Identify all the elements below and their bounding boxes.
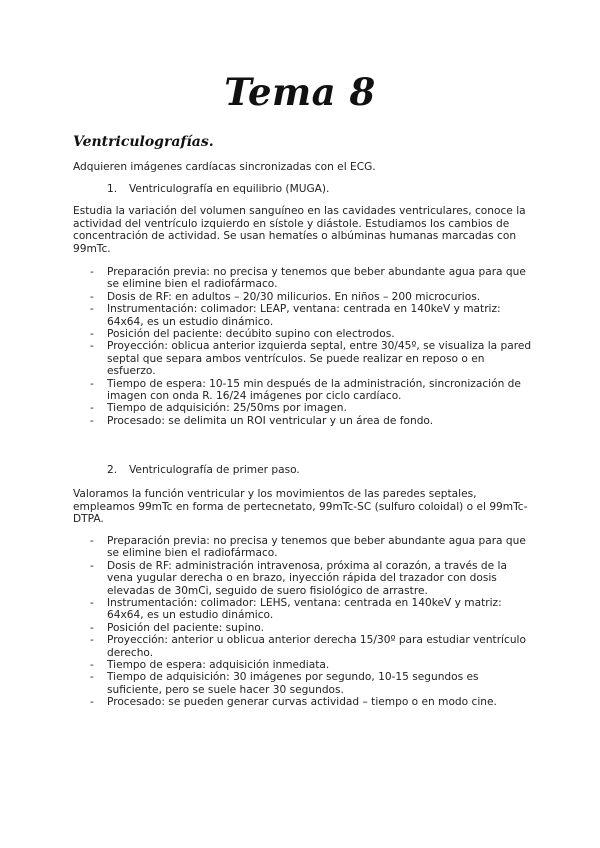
part2-number: 2. bbox=[107, 464, 118, 476]
part1-paragraph: Estudia la variación del volumen sanguíneo en las cavidades ventriculares, conoce la actividad del ventrículo izquierdo en sístole y diástole. Estudiamos los cambios de concentración de actividad. Se usan hematíes o albúminas humanas marcadas con 99mTc. bbox=[73, 205, 526, 255]
list-item: - Posición del paciente: supino. bbox=[89, 622, 535, 634]
list-item: - Tiempo de espera: 10-15 min después de la administración, sincronización de imagen con onda R. 16/24 imágenes por ciclo cardíaco. bbox=[89, 378, 535, 403]
list-item: - Preparación previa: no precisa y tenemos que beber abundante agua para que se elimine bien el radiofármaco. bbox=[89, 266, 535, 291]
list-item: - Tiempo de espera: adquisición inmediata. bbox=[89, 659, 535, 671]
list-item: - Procesado: se pueden generar curvas actividad – tiempo o en modo cine. bbox=[89, 696, 535, 708]
page-title: Tema 8 bbox=[224, 70, 376, 114]
list-item: - Proyección: oblicua anterior izquierda septal, entre 30/45º, se visualiza la pared septal que separa ambos ventrículos. Se puede realizar en reposo o en esfuerzo. bbox=[89, 340, 535, 377]
list-item: - Instrumentación: colimador: LEAP, ventana: centrada en 140keV y matriz: 64x64, es un estudio dinámico. bbox=[89, 303, 535, 328]
list-item: - Tiempo de adquisición: 25/50ms por imagen. bbox=[89, 402, 535, 414]
intro-text: Adquieren imágenes cardíacas sincronizadas con el ECG. bbox=[73, 161, 376, 173]
part2-paragraph: Valoramos la función ventricular y los movimientos de las paredes septales, empleamos 99mTc en forma de pertecnetato, 99mTc-SC (sulfuro coloidal) o el 99mTc-DTPA. bbox=[73, 488, 528, 526]
part1-heading-text: Ventriculografía en equilibrio (MUGA). bbox=[129, 183, 330, 195]
list-item: - Instrumentación: colimador: LEHS, ventana: centrada en 140keV y matriz: 64x64, es un estudio dinámico. bbox=[89, 597, 535, 622]
list-item: - Proyección: anterior u oblicua anterior derecha 15/30º para estudiar ventrículo derecho. bbox=[89, 634, 535, 659]
list-item: - Dosis de RF: en adultos – 20/30 milicurios. En niños – 200 microcurios. bbox=[89, 291, 535, 303]
part1-heading bbox=[107, 183, 329, 196]
part2-heading-text: Ventriculografía de primer paso. bbox=[129, 464, 300, 476]
part1-number: 1. bbox=[107, 183, 118, 195]
list-item: - Tiempo de adquisición: 30 imágenes por segundo, 10-15 segundos es suficiente, pero se suele hacer 30 segundos. bbox=[89, 671, 535, 696]
part2-list bbox=[89, 535, 535, 709]
list-item: - Dosis de RF: administración intravenosa, próxima al corazón, a través de la vena yugular derecha o en brazo, inyección rápida del trazador con dosis elevadas de 30mCi, seguido de suero fisiológico de arrastre. bbox=[89, 560, 535, 597]
section-title: Ventriculografías. bbox=[73, 134, 214, 150]
list-item: - Preparación previa: no precisa y tenemos que beber abundante agua para que se elimine bien el radiofármaco. bbox=[89, 535, 535, 560]
list-item: - Posición del paciente: decúbito supino con electrodos. bbox=[89, 328, 535, 340]
part2-heading bbox=[107, 464, 300, 477]
list-item: - Procesado: se delimita un ROI ventricular y un área de fondo. bbox=[89, 415, 535, 427]
part1-list bbox=[89, 266, 535, 427]
